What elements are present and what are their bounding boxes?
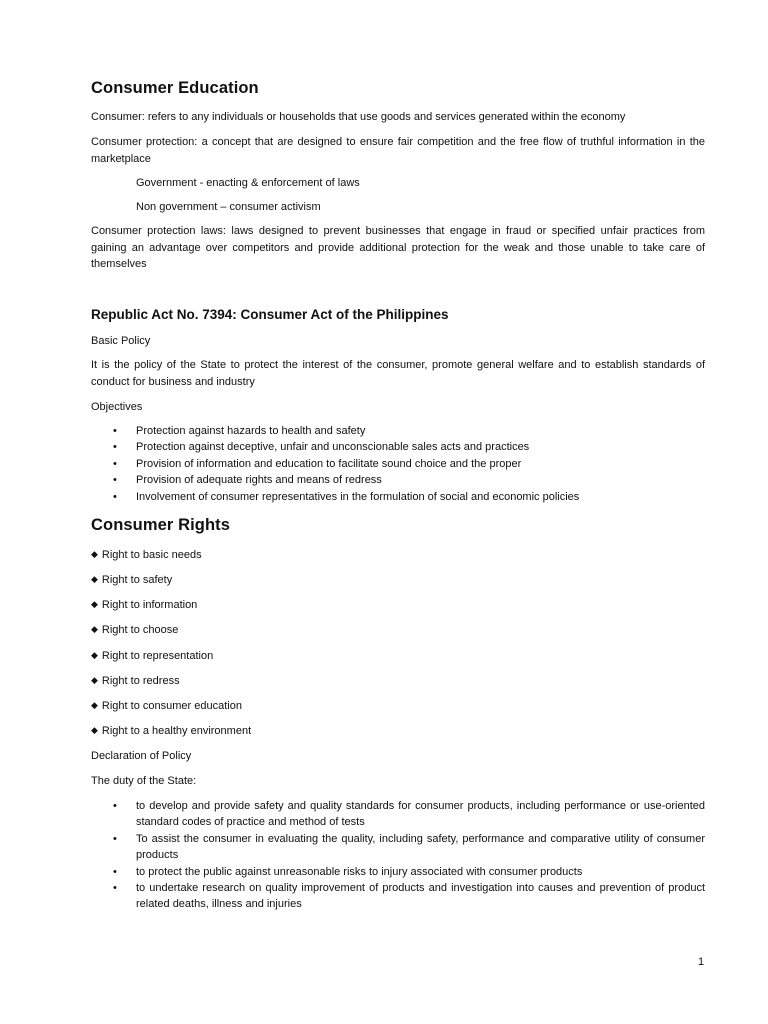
right-item: ◆ Right to consumer education [91, 700, 242, 712]
bullet-icon: • [113, 832, 117, 845]
bullet-icon: • [113, 474, 117, 487]
right-item: ◆ Right to basic needs [91, 549, 202, 561]
basic-policy-label: Basic Policy [91, 335, 151, 347]
diamond-bullet-icon: ◆ [91, 599, 98, 609]
duty-of-state-label: The duty of the State: [91, 775, 197, 787]
government-line: Government - enacting & enforcement of laws [136, 177, 360, 189]
bullet-icon: • [113, 441, 117, 454]
right-item: ◆ Right to redress [91, 675, 180, 687]
heading-consumer-education: Consumer Education [91, 79, 259, 97]
objectives-list [91, 423, 705, 505]
list-item: • To assist the consumer in evaluating the quality, including safety, performance and comparative utility of consumer products [113, 832, 705, 862]
consumer-protection-definition: Consumer protection: a concept that are designed to ensure fair competition and the free flow of truthful information in the marketplace [91, 136, 705, 165]
list-item: • to protect the public against unreasonable risks to injury associated with consumer products [91, 864, 705, 880]
list-item: • to undertake research on quality improvement of products and investigation into causes and prevention of product related deaths, illness and injuries [113, 882, 705, 911]
list-item: • Provision of adequate rights and means of redress [91, 472, 705, 488]
bullet-icon: • [113, 800, 117, 812]
list-item: • to develop and provide safety and quality standards for consumer products, including performance or use-oriented standard codes of practice and method of tests [113, 800, 705, 829]
list-item: • Protection against hazards to health and safety [91, 423, 705, 439]
diamond-bullet-icon: ◆ [91, 725, 98, 735]
bullet-icon: • [113, 490, 117, 503]
declaration-of-policy-label: Declaration of Policy [91, 750, 192, 762]
objectives-label: Objectives [91, 401, 143, 413]
heading-republic-act: Republic Act No. 7394: Consumer Act of the Philippines [91, 307, 449, 322]
bullet-icon: • [113, 882, 117, 895]
right-item: ◆ Right to choose [91, 624, 179, 636]
bullet-icon: • [113, 457, 117, 470]
diamond-bullet-icon: ◆ [91, 624, 98, 634]
list-item: • Provision of information and education to facilitate sound choice and the proper [91, 456, 705, 472]
bullet-icon: • [113, 425, 117, 437]
diamond-bullet-icon: ◆ [91, 549, 98, 559]
list-item: • Involvement of consumer representatives in the formulation of social and economic policies [91, 489, 705, 505]
duties-list [91, 798, 705, 913]
right-item: ◆ Right to information [91, 599, 198, 611]
right-item: ◆ Right to representation [91, 650, 214, 662]
policy-text: It is the policy of the State to protect the interest of the consumer, promote general welfare and to establish standards of conduct for business and industry [91, 359, 705, 388]
bullet-icon: • [113, 865, 117, 878]
diamond-bullet-icon: ◆ [91, 574, 98, 584]
list-item: • Protection against deceptive, unfair and unconscionable sales acts and practices [91, 439, 705, 455]
diamond-bullet-icon: ◆ [91, 650, 98, 660]
diamond-bullet-icon: ◆ [91, 700, 98, 710]
page-number: 1 [698, 956, 705, 968]
non-government-line: Non government – consumer activism [136, 201, 321, 213]
right-item: ◆ Right to a healthy environment [91, 725, 252, 737]
right-item: ◆ Right to safety [91, 574, 173, 586]
diamond-bullet-icon: ◆ [91, 675, 98, 685]
consumer-protection-laws-definition: Consumer protection laws: laws designed to prevent businesses that engage in fraud or specified unfair practices from gaining an advantage over competitors and provide additional protection for the weak and those unable to take care of themselves [91, 225, 705, 270]
heading-consumer-rights: Consumer Rights [91, 516, 231, 534]
consumer-definition: Consumer: refers to any individuals or households that use goods and services generated within the economy [91, 111, 626, 123]
